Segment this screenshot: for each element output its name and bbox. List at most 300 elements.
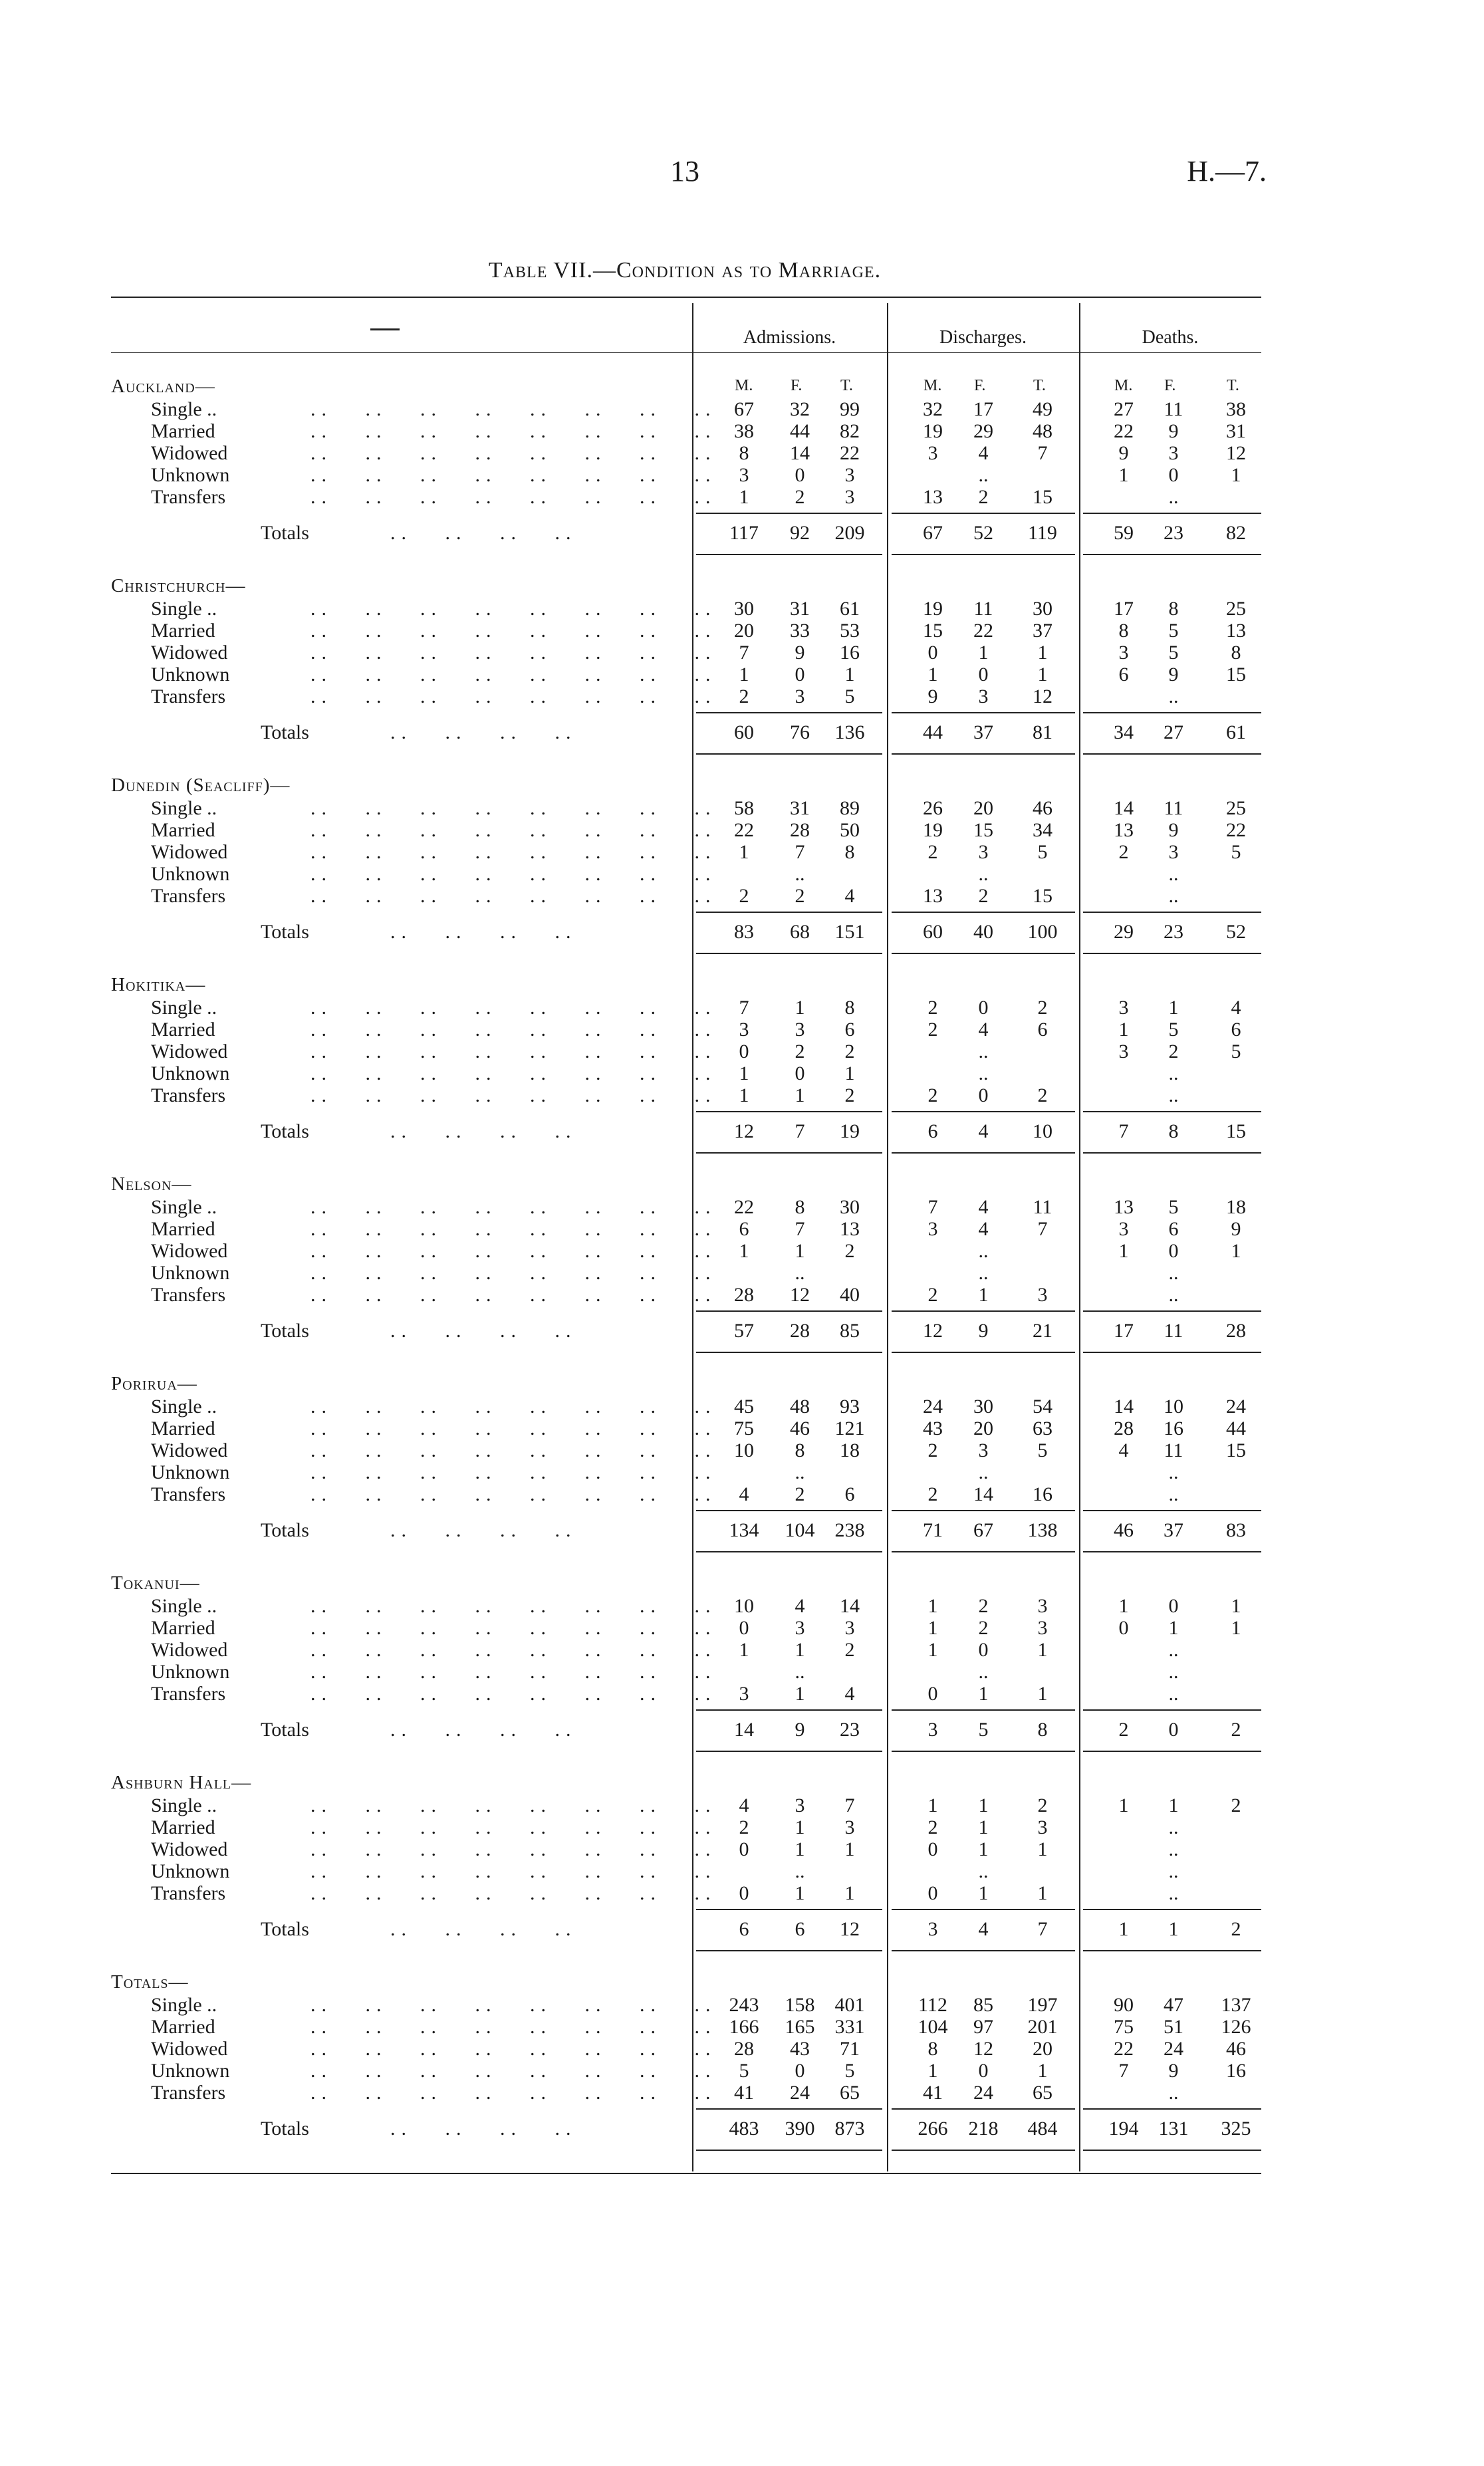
cell-value: 1 [795,1639,805,1661]
table-row [111,420,1261,442]
cell-value: 3 [795,685,805,707]
cell-value: 40 [973,921,993,943]
table-row [111,664,1261,685]
totals-rule [696,1909,882,1910]
totals-rule [696,1709,882,1711]
totals-rule [696,1111,882,1112]
cell-value: 8 [795,1439,805,1461]
table-row [111,2038,1261,2060]
cell-value: 32 [790,398,810,420]
cell-value: .. [1168,1882,1179,1904]
institution-name [111,1572,200,1594]
cell-value: 2 [739,685,749,707]
cell-value: 104 [785,1519,815,1541]
column-subheader: M. [924,377,942,394]
cell-value: 24 [973,2082,993,2104]
institution-name-text: Dunedin (Seacliff)— [111,775,291,796]
cell-value: 41 [923,2082,943,2104]
institution-name [111,1971,189,1993]
cell-value: 4 [978,1196,989,1218]
cell-value: 4 [844,1683,855,1705]
totals-label: Totals [261,522,309,544]
cell-value: 0 [928,1838,938,1860]
totals-rule [696,1152,882,1154]
leader-dots: .. .. .. .. .. .. .. .. [310,1661,717,1683]
table-row [111,1218,1261,1240]
cell-value: 41 [734,2082,754,2104]
cell-value: 0 [1118,1617,1129,1639]
cell-value: 71 [840,2038,860,2060]
totals-label: Totals [261,1918,309,1940]
header-rule [111,352,1261,353]
cell-value: 4 [978,442,989,464]
table-row [111,885,1261,907]
row-label: Unknown [151,863,230,885]
cell-value: 60 [923,921,943,943]
institution-name-text: Porirua— [111,1373,197,1394]
row-label: Widowed [151,642,228,664]
institution-name [111,575,245,597]
cell-value: 82 [1226,522,1246,544]
cell-value: .. [1168,1284,1179,1306]
cell-value: 3 [739,1683,749,1705]
row-label: Married [151,1418,215,1439]
cell-value: 19 [923,598,943,620]
cell-value: 2 [1118,841,1129,863]
cell-value: 1 [978,1794,989,1816]
cell-value: 65 [840,2082,860,2104]
totals-rule [1083,1352,1261,1353]
row-label: Single .. [151,398,217,420]
cell-value: 166 [729,2016,759,2038]
row-label: Unknown [151,1062,230,1084]
institution-name [111,974,205,996]
cell-value: 28 [734,1284,754,1306]
cell-value: 0 [978,664,989,685]
cell-value: 44 [790,420,810,442]
row-label: Single .. [151,1196,217,1218]
cell-value: 9 [1118,442,1129,464]
cell-value: 1 [1037,2060,1048,2082]
cell-value: 13 [840,1218,860,1240]
table-title [0,258,1370,283]
cell-value: 22 [1226,819,1246,841]
cell-value: 20 [734,620,754,642]
totals-rule [696,1551,882,1552]
cell-value: 3 [844,1816,855,1838]
cell-value: 46 [1114,1519,1134,1541]
totals-rule [696,554,882,555]
cell-value: 325 [1221,2118,1251,2140]
row-label: Transfers [151,1882,226,1904]
cell-value: 3 [1037,1617,1048,1639]
cell-value: 61 [1226,721,1246,743]
leader-dots: .. .. .. .. .. .. .. .. [310,1284,717,1306]
cell-value: 81 [1033,721,1052,743]
cell-value: 5 [1037,1439,1048,1461]
cell-value: .. [1168,885,1179,907]
totals-rule [892,1152,1075,1154]
cell-value: 1 [844,1062,855,1084]
row-label: Transfers [151,1483,226,1505]
leader-dots: .. .. .. .. [390,1719,577,1741]
totals-rule [892,1310,1075,1312]
cell-value: 1 [1037,664,1048,685]
cell-value: 2 [1231,1719,1241,1741]
cell-value: 9 [795,642,805,664]
cell-value: 82 [840,420,860,442]
cell-value: 1 [1168,1918,1179,1940]
institution-name [111,775,290,797]
row-label: Single .. [151,598,217,620]
cell-value: 22 [973,620,993,642]
table-row [111,1639,1261,1661]
cell-value: 0 [928,1882,938,1904]
totals-rule [1083,2108,1261,2110]
cell-value: 2 [978,486,989,508]
totals-rule [1083,513,1261,514]
leader-dots: .. .. .. .. .. .. .. .. [310,1617,717,1639]
cell-value: 3 [795,1019,805,1041]
cell-value: 121 [834,1418,865,1439]
cell-value: 14 [790,442,810,464]
cell-value: 0 [928,642,938,664]
institution-name [111,1173,191,1195]
leader-dots: .. .. .. .. [390,921,577,943]
cell-value: 13 [1226,620,1246,642]
cell-value: 9 [1168,664,1179,685]
table-title-numeral: VII.— [553,258,616,283]
cell-value: 3 [928,1719,938,1741]
totals-row [111,1719,1261,1741]
leader-dots: .. .. .. .. .. .. .. .. [310,841,717,863]
cell-value: 45 [734,1396,754,1418]
totals-row [111,1918,1261,1940]
cell-value: 7 [739,642,749,664]
cell-value: 3 [1037,1595,1048,1617]
cell-value: 3 [739,464,749,486]
row-label: Transfers [151,885,226,907]
cell-value: 8 [795,1196,805,1218]
cell-value: 5 [1168,642,1179,664]
leader-dots: .. .. .. .. [390,522,577,544]
cell-value: 3 [844,1617,855,1639]
table-row [111,1041,1261,1062]
leader-dots: .. .. .. .. .. .. .. .. [310,1196,717,1218]
cell-value: 1 [1118,1794,1129,1816]
column-subheader: T. [1033,377,1046,394]
leader-dots: .. .. .. .. .. .. .. .. [310,1860,717,1882]
cell-value: 46 [1226,2038,1246,2060]
cell-value: 117 [729,522,759,544]
row-label: Transfers [151,685,226,707]
cell-value: 197 [1027,1994,1058,2016]
cell-value: 2 [928,1019,938,1041]
column-subheader: M. [1114,377,1133,394]
leader-dots: .. .. .. .. .. .. .. .. [310,1595,717,1617]
row-label: Transfers [151,486,226,508]
cell-value: 7 [928,1196,938,1218]
cell-value: 22 [734,819,754,841]
cell-value: 1 [1168,1617,1179,1639]
leader-dots: .. .. .. .. [390,2118,577,2140]
totals-rule [696,912,882,913]
cell-value: .. [1168,1062,1179,1084]
row-label: Widowed [151,2038,228,2060]
cell-value: 0 [795,1062,805,1084]
row-label: Unknown [151,464,230,486]
table-row [111,2060,1261,2082]
totals-row [111,1519,1261,1541]
cell-value: 4 [795,1595,805,1617]
cell-value: 67 [734,398,754,420]
cell-value: 0 [739,1882,749,1904]
row-label: Unknown [151,1461,230,1483]
cell-value: 30 [840,1196,860,1218]
cell-value: 0 [795,664,805,685]
row-label: Unknown [151,1262,230,1284]
row-label: Single .. [151,1595,217,1617]
leader-dots: .. .. .. .. .. .. .. .. [310,1794,717,1816]
table-row [111,1661,1261,1683]
cell-value: 9 [795,1719,805,1741]
cell-value: 15 [973,819,993,841]
table-row [111,1062,1261,1084]
cell-value: 151 [834,921,865,943]
row-label: Married [151,819,215,841]
row-label: Unknown [151,664,230,685]
cell-value: 76 [790,721,810,743]
totals-row [111,1320,1261,1342]
cell-value: 3 [1118,1041,1129,1062]
cell-value: 15 [1226,1120,1246,1142]
cell-value: 3 [978,685,989,707]
cell-value: 10 [734,1439,754,1461]
table-row [111,598,1261,620]
leader-dots: .. .. .. .. [390,1519,577,1541]
totals-rule [696,513,882,514]
totals-row [111,522,1261,544]
table-row [111,1461,1261,1483]
cell-value: .. [795,1461,805,1483]
document-reference: H.—7. [1187,155,1267,187]
cell-value: 13 [1114,819,1134,841]
table-row [111,1994,1261,2016]
leader-dots: .. .. .. .. .. .. .. .. [310,664,717,685]
totals-rule [1083,1510,1261,1511]
leader-dots: .. .. .. .. .. .. .. .. [310,685,717,707]
leader-dots: .. .. .. .. .. .. .. .. [310,1994,717,2016]
cell-value: 5 [1168,1196,1179,1218]
cell-value: 218 [968,2118,999,2140]
cell-value: 22 [1114,420,1134,442]
cell-value: 27 [1164,721,1183,743]
table-row [111,841,1261,863]
marriage-table [111,297,1261,2173]
leader-dots: .. .. .. .. .. .. .. .. [310,1062,717,1084]
cell-value: 57 [734,1320,754,1342]
cell-value: 26 [923,797,943,819]
cell-value: 2 [928,1483,938,1505]
totals-rule [1083,1909,1261,1910]
cell-value: 0 [928,1683,938,1705]
institution-name-text: Hokitika— [111,974,206,995]
table-row [111,1617,1261,1639]
cell-value: 68 [790,921,810,943]
cell-value: 7 [739,997,749,1019]
cell-value: 1 [1118,464,1129,486]
totals-rule [1083,912,1261,913]
cell-value: 0 [739,1617,749,1639]
leader-dots: .. .. .. .. .. .. .. .. [310,1483,717,1505]
table-row [111,1683,1261,1705]
row-label: Married [151,620,215,642]
cell-value: 15 [1033,486,1052,508]
totals-rule [892,712,1075,713]
table-row [111,1595,1261,1617]
cell-value: 9 [1231,1218,1241,1240]
totals-label: Totals [261,1719,309,1741]
cell-value: 19 [840,1120,860,1142]
leader-dots: .. .. .. .. [390,1918,577,1940]
cell-value: 4 [978,1918,989,1940]
cell-value: 2 [1037,1084,1048,1106]
cell-value: 2 [1037,997,1048,1019]
cell-value: 1 [978,1882,989,1904]
cell-value: 6 [1118,664,1129,685]
row-label: Single .. [151,1396,217,1418]
table-row [111,1882,1261,1904]
cell-value: 50 [840,819,860,841]
table-row [111,1838,1261,1860]
cell-value: 11 [973,598,993,620]
leader-dots: .. .. .. .. .. .. .. .. [310,885,717,907]
totals-rule [1083,753,1261,755]
cell-value: 5 [1168,1019,1179,1041]
column-subheader: F. [974,377,986,394]
cell-value: 28 [734,2038,754,2060]
row-label: Married [151,420,215,442]
cell-value: 3 [844,486,855,508]
cell-value: 14 [1114,797,1134,819]
cell-value: 25 [1226,598,1246,620]
cell-value: 1 [928,1639,938,1661]
leader-dots: .. .. .. .. .. .. .. .. [310,1439,717,1461]
cell-value: 15 [1226,664,1246,685]
cell-value: 2 [844,1041,855,1062]
cell-value: 1 [739,841,749,863]
cell-value: 0 [795,2060,805,2082]
leader-dots: .. .. .. .. [390,721,577,743]
cell-value: 1 [739,486,749,508]
row-label: Widowed [151,442,228,464]
cell-value: 8 [844,841,855,863]
table-row [111,1418,1261,1439]
cell-value: 209 [834,522,865,544]
cell-value: .. [978,1262,989,1284]
cell-value: 7 [1037,1218,1048,1240]
cell-value: 6 [1231,1019,1241,1041]
cell-value: 34 [1114,721,1134,743]
page-number: 13 [670,155,699,187]
totals-rule [696,712,882,713]
cell-value: 22 [1114,2038,1134,2060]
totals-label: Totals [261,721,309,743]
cell-value: 24 [923,1396,943,1418]
cell-value: 1 [795,1838,805,1860]
cell-value: 28 [790,819,810,841]
cell-value: 46 [790,1418,810,1439]
column-subheader: T. [1227,377,1239,394]
cell-value: 104 [918,2016,948,2038]
cell-value: 9 [928,685,938,707]
leader-dots: .. .. .. .. .. .. .. .. [310,1240,717,1262]
cell-value: 16 [1226,2060,1246,2082]
cell-value: 20 [973,1418,993,1439]
cell-value: 2 [928,997,938,1019]
cell-value: .. [1168,1639,1179,1661]
row-label: Widowed [151,1439,228,1461]
cell-value: 13 [923,486,943,508]
institution-name-text: Ashburn Hall— [111,1772,252,1793]
cell-value: 3 [1037,1284,1048,1306]
cell-value: 7 [1037,442,1048,464]
row-label: Married [151,1019,215,1041]
cell-value: 14 [1114,1396,1134,1418]
cell-value: 1 [739,1084,749,1106]
cell-value: 194 [1108,2118,1139,2140]
cell-value: 67 [923,522,943,544]
cell-value: 401 [834,1994,865,2016]
totals-rule [1083,554,1261,555]
cell-value: 3 [978,841,989,863]
cell-value: 0 [978,1639,989,1661]
cell-value: 43 [923,1418,943,1439]
cell-value: 3 [1168,841,1179,863]
totals-rule [696,1751,882,1752]
totals-label: Totals [261,2118,309,2140]
table-row [111,1396,1261,1418]
cell-value: 1 [1037,1838,1048,1860]
column-subheader: T. [840,377,853,394]
cell-value: 23 [1164,921,1183,943]
cell-value: 18 [1226,1196,1246,1218]
cell-value: 6 [844,1483,855,1505]
cell-value: .. [1168,486,1179,508]
cell-value: 49 [1033,398,1052,420]
totals-rule [892,1510,1075,1511]
cell-value: 2 [739,1816,749,1838]
leader-dots: .. .. .. .. [390,1120,577,1142]
cell-value: 90 [1114,1994,1134,2016]
cell-value: 8 [1168,598,1179,620]
cell-value: .. [1168,1683,1179,1705]
cell-value: 40 [840,1284,860,1306]
cell-value: 16 [1164,1418,1183,1439]
cell-value: 37 [1164,1519,1183,1541]
cell-value: 2 [928,1439,938,1461]
cell-value: 1 [739,1240,749,1262]
cell-value: 20 [1033,2038,1052,2060]
leader-dots: .. .. .. .. .. .. .. .. [310,1019,717,1041]
institution-name-text: Tokanui— [111,1572,200,1594]
cell-value: 30 [973,1396,993,1418]
cell-value: 15 [1226,1439,1246,1461]
institution-name-text: Christchurch— [111,575,246,596]
cell-value: 16 [840,642,860,664]
table-row [111,442,1261,464]
cell-value: 1 [1037,642,1048,664]
